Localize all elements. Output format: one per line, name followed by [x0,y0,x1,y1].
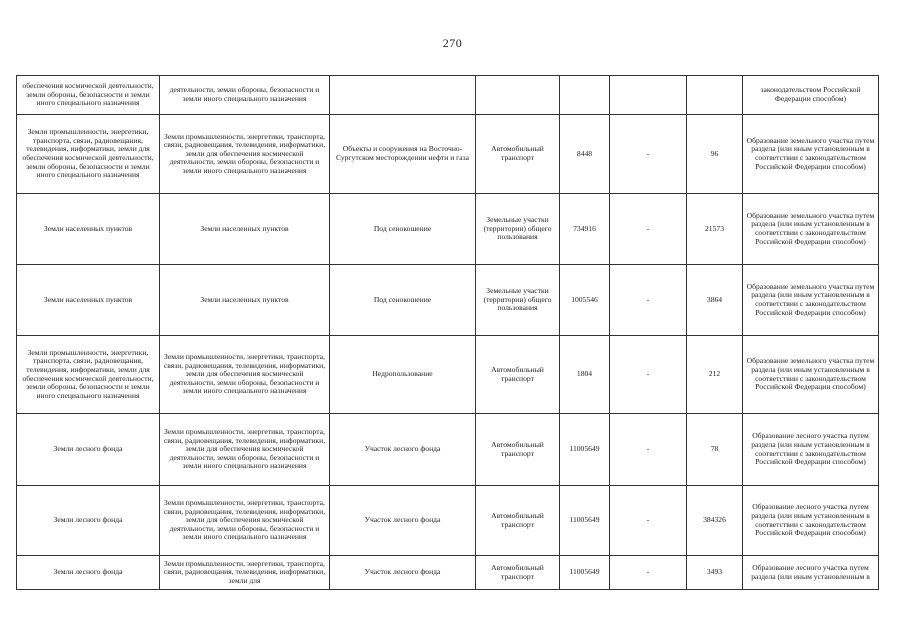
area-cell: 384326 [687,486,743,556]
type-cell: Автомобильный транспорт [476,414,560,486]
dash-cell: - [610,115,687,194]
method-cell: Образование лесного участка путем раздела (или иным установленным в соответствии с законодательством Российской Федерации способом) [743,486,879,556]
table-row [17,486,879,556]
method-cell: Образование лесного участка путем раздела (или иным установленным в [743,556,879,590]
table-row [17,414,879,486]
table-row [17,76,879,115]
new-category-cell: Земли промышленности, энергетики, транспорта, связи, радиовещания, телевидения, информатики, земли для обеспечения космической деятельности, земли обороны, безопасности и земли иного специального назначения [160,115,330,194]
dash-cell: - [610,336,687,414]
type-cell: Автомобильный транспорт [476,115,560,194]
number-cell: 11005649 [560,556,610,590]
new-category-cell: Земли промышленности, энергетики, транспорта, связи, радиовещания, телевидения, информатики, земли для обеспечения космической деятельности, земли обороны, безопасности и земли иного специального назначения [160,486,330,556]
type-cell: Земельные участки (территории) общего пользования [476,194,560,265]
new-category-cell: Земли населенных пунктов [160,265,330,336]
method-cell: Образование лесного участка путем раздела (или иным установленным в соответствии с законодательством Российской Федерации способом) [743,414,879,486]
number-cell: 1804 [560,336,610,414]
table-row [17,265,879,336]
current-category-cell: Земли промышленности, энергетики, транспорта, связи, радиовещания, телевидения, информатики, земли для обеспечения космической деятельности, земли обороны, безопасности и земли иного специального назначения [17,115,160,194]
type-cell: Автомобильный транспорт [476,486,560,556]
area-cell: 3864 [687,265,743,336]
current-category-cell: Земли лесного фонда [17,556,160,590]
method-cell: Образование земельного участка путем раздела (или иным установленным в соответствии с законодательством Российской Федерации способом) [743,336,879,414]
area-cell: 212 [687,336,743,414]
number-cell: 8448 [560,115,610,194]
land-category-table [16,75,879,590]
method-cell: Образование земельного участка путем раздела (или иным установленным в соответствии с законодательством Российской Федерации способом) [743,194,879,265]
area-cell: 3493 [687,556,743,590]
dash-cell: - [610,194,687,265]
area-cell: 96 [687,115,743,194]
table-row [17,194,879,265]
method-cell: Образование земельного участка путем раздела (или иным установленным в соответствии с законодательством Российской Федерации способом) [743,115,879,194]
current-category-cell: Земли промышленности, энергетики, транспорта, связи, радиовещания, телевидения, информатики, земли для обеспечения космической деятельности, земли обороны, безопасности и земли иного специального назначения [17,336,160,414]
method-cell: законодательством Российской Федерации способом) [743,76,879,115]
purpose-cell: Участок лесного фонда [330,556,476,590]
purpose-cell: Участок лесного фонда [330,486,476,556]
current-category-cell: Земли лесного фонда [17,414,160,486]
table-row [17,556,879,590]
dash-cell [610,76,687,115]
dash-cell: - [610,556,687,590]
dash-cell: - [610,265,687,336]
type-cell: Автомобильный транспорт [476,556,560,590]
current-category-cell: обеспечения космической деятельности, земли обороны, безопасности и земли иного специального назначения [17,76,160,115]
area-cell [687,76,743,115]
purpose-cell: Объекты и сооружения на Восточно-Сургутском месторождении нефти и газа [330,115,476,194]
purpose-cell: Недропользование [330,336,476,414]
dash-cell: - [610,486,687,556]
type-cell: Автомобильный транспорт [476,336,560,414]
new-category-cell: деятельности, земли обороны, безопасности и земли иного специального назначения [160,76,330,115]
purpose-cell: Под сенокошение [330,194,476,265]
purpose-cell [330,76,476,115]
current-category-cell: Земли лесного фонда [17,486,160,556]
page-number: 270 [442,36,463,50]
new-category-cell: Земли промышленности, энергетики, транспорта, связи, радиовещания, телевидения, информатики, земли для обеспечения космической деятельности, земли обороны, безопасности и земли иного специального назначения [160,414,330,486]
table-row [17,336,879,414]
new-category-cell: Земли населенных пунктов [160,194,330,265]
number-cell: 11005649 [560,414,610,486]
new-category-cell: Земли промышленности, энергетики, транспорта, связи, радиовещания, телевидения, информатики, земли для [160,556,330,590]
number-cell [560,76,610,115]
type-cell [476,76,560,115]
current-category-cell: Земли населенных пунктов [17,194,160,265]
method-cell: Образование земельного участка путем раздела (или иным установленным в соответствии с законодательством Российской Федерации способом) [743,265,879,336]
type-cell: Земельные участки (территории) общего пользования [476,265,560,336]
new-category-cell: Земли промышленности, энергетики, транспорта, связи, радиовещания, телевидения, информатики, земли для обеспечения космической деятельности, земли обороны, безопасности и земли иного специального назначения [160,336,330,414]
table-row [17,115,879,194]
number-cell: 1005546 [560,265,610,336]
area-cell: 78 [687,414,743,486]
dash-cell: - [610,414,687,486]
current-category-cell: Земли населенных пунктов [17,265,160,336]
purpose-cell: Под сенокошение [330,265,476,336]
number-cell: 11005649 [560,486,610,556]
area-cell: 21573 [687,194,743,265]
number-cell: 734916 [560,194,610,265]
purpose-cell: Участок лесного фонда [330,414,476,486]
